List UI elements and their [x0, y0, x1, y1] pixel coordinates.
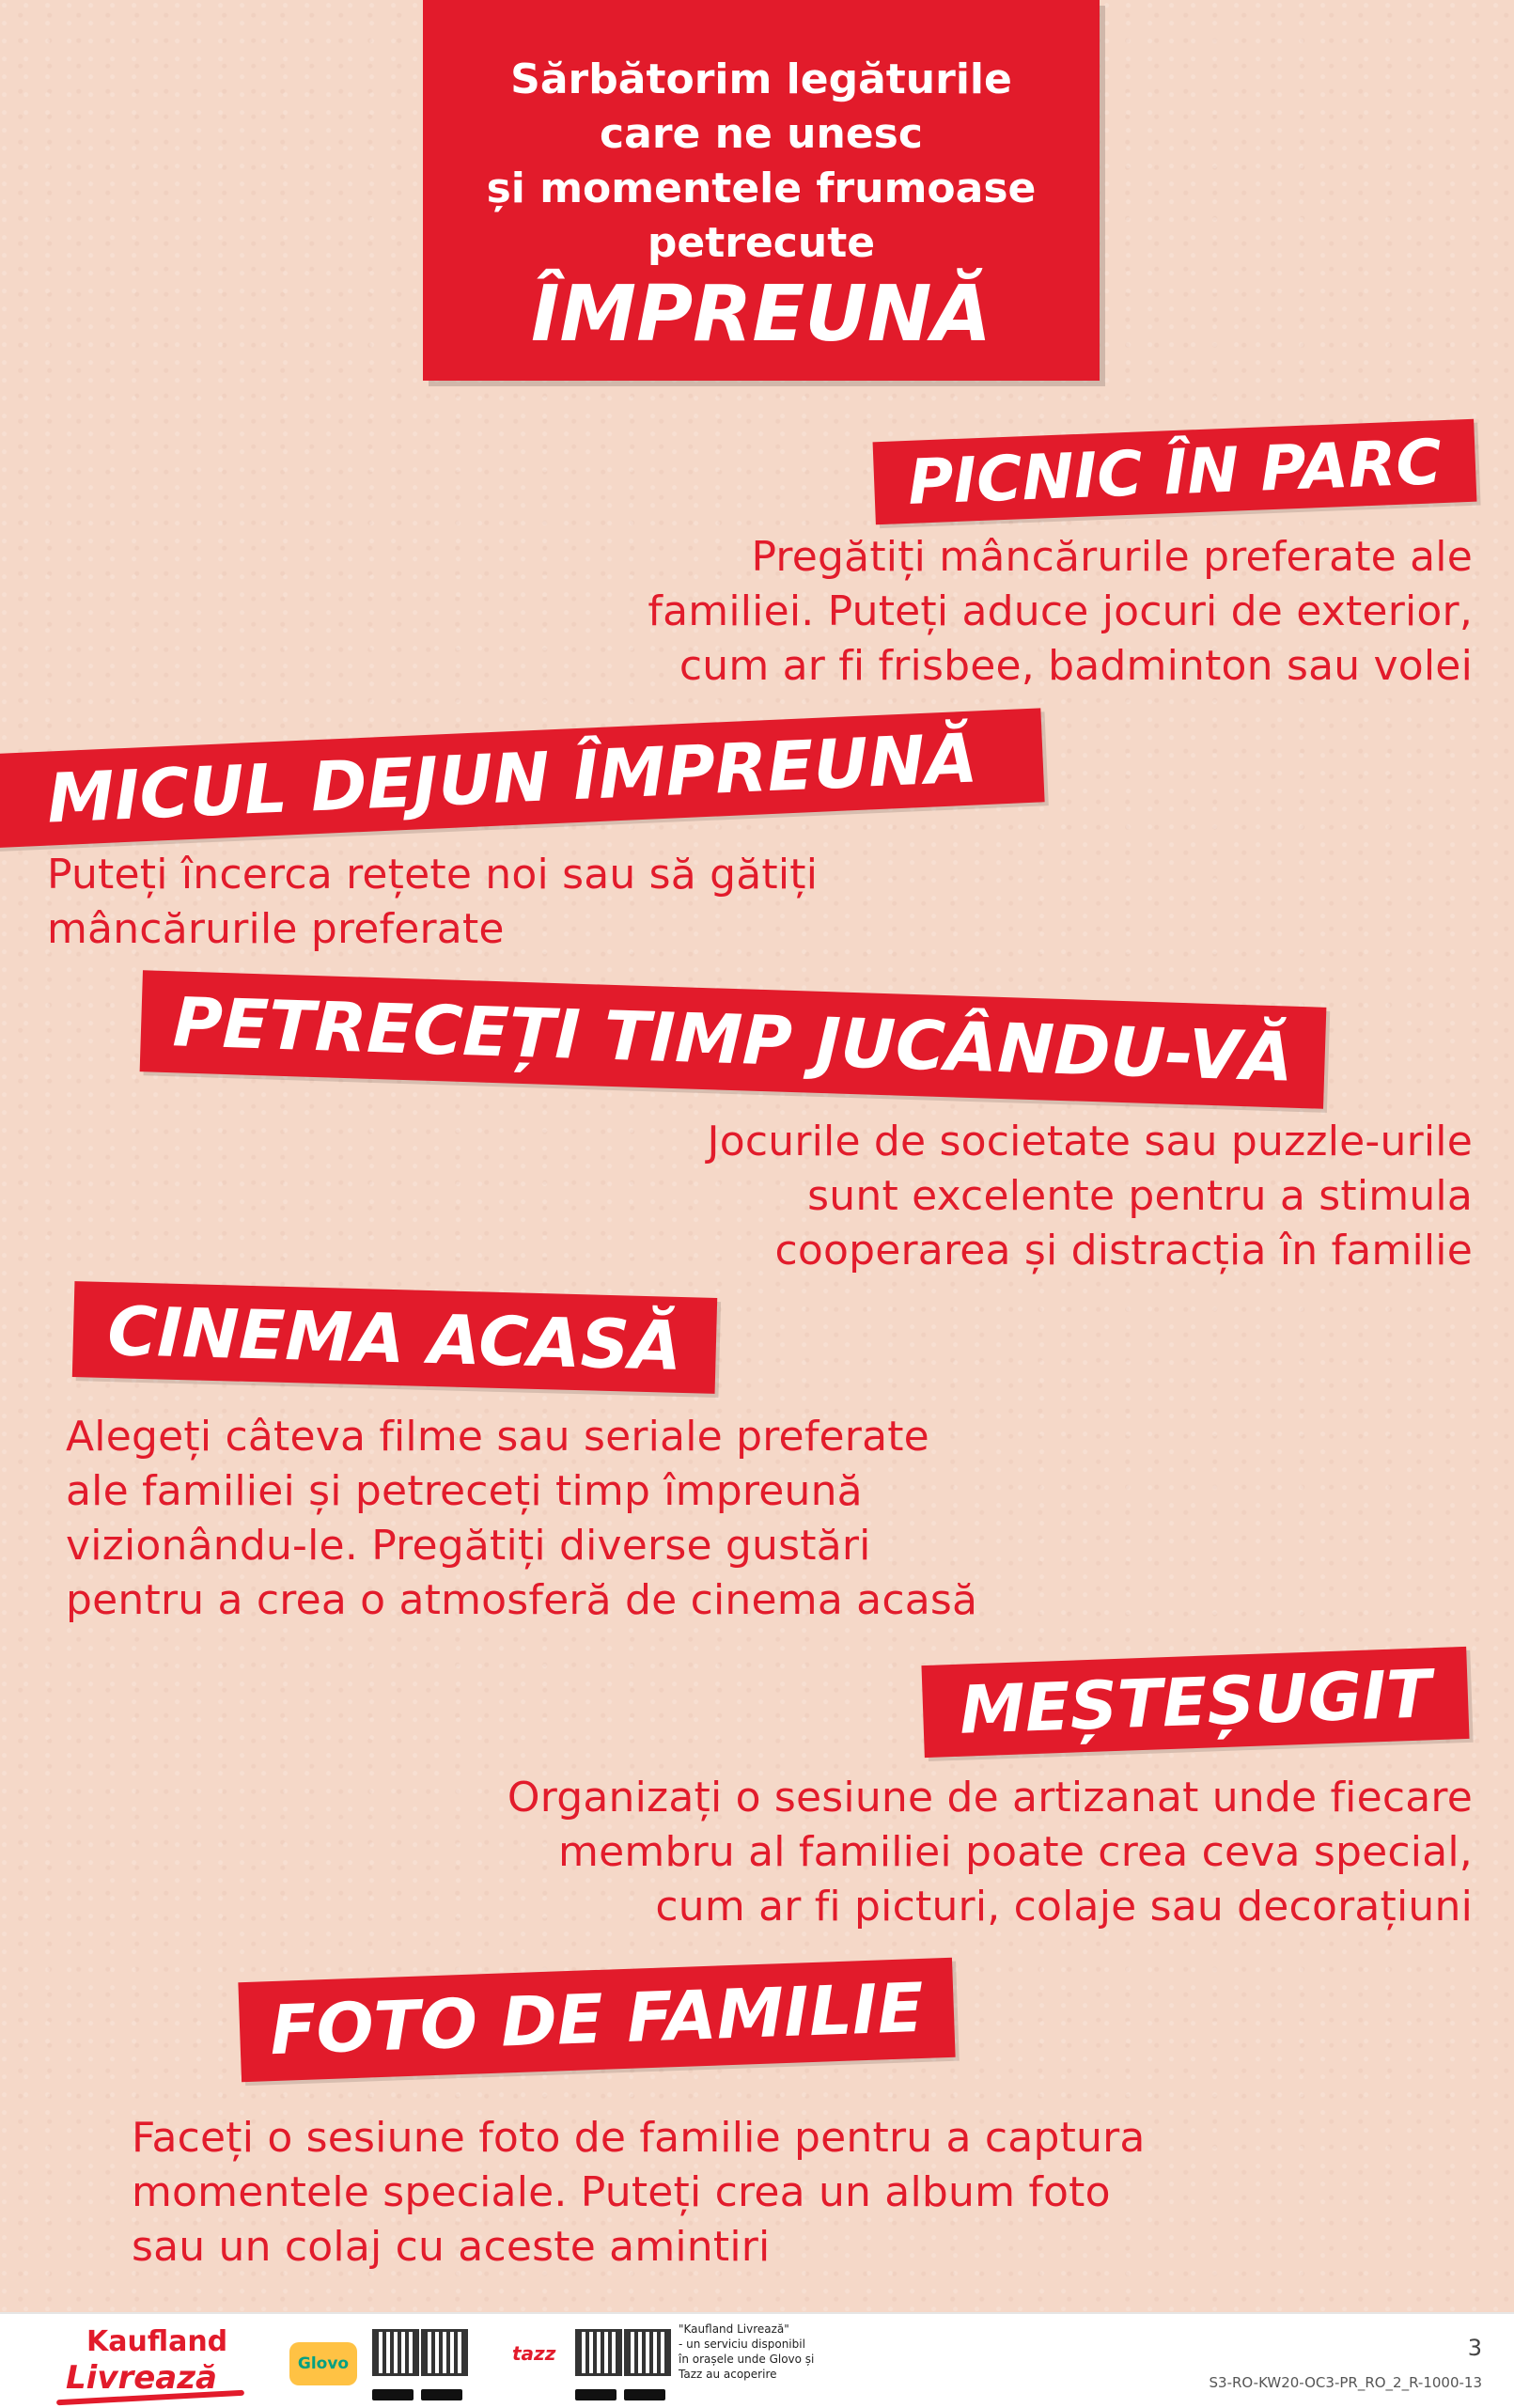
banner-mestesugit: [921, 1647, 1469, 1758]
banner-joc-label: PETRECEȚI TIMP JUCÂNDU-VĂ: [171, 982, 1295, 1097]
app-store-badge-icon[interactable]: [421, 2389, 462, 2400]
text-mestesugit: Organizați o sesiune de artizanat unde fiecare membru al familiei poate crea ceva special, cum ar fi picturi, colaje sau decorațiuni: [507, 1774, 1473, 1931]
text-joc: Jocurile de societate sau puzzle-urile sunt excelente pentru a stimula cooperarea și distracția în familie: [707, 1118, 1473, 1274]
document-code: S3-RO-KW20-OC3-PR_RO_2_R-1000-13: [1209, 2374, 1482, 2391]
qr-code-icon[interactable]: [624, 2329, 671, 2376]
app-store-badge-icon[interactable]: [624, 2389, 665, 2400]
text-foto: Faceți o sesiune foto de familie pentru a captura momentele speciale. Puteți crea un album foto sau un colaj cu aceste amintiri: [132, 2114, 1146, 2271]
banner-cinema: [72, 1281, 717, 1394]
footer: [0, 2312, 1514, 2408]
text-picnic: Pregătiți mâncărurile preferate ale familiei. Puteți aduce jocuri de exterior, cum ar fi frisbee, badminton sau volei: [648, 533, 1473, 690]
google-play-badge-icon[interactable]: [372, 2389, 414, 2400]
livreaza-logo-text: Livrează: [66, 2359, 217, 2397]
qr-code-icon[interactable]: [575, 2329, 622, 2376]
text-cinema: Alegeți câteva filme sau seriale preferate ale familiei și petreceți timp împreună vizionându-le. Pregătiți diverse gustări pentru a crea o atmosferă de cinema acasă: [66, 1413, 978, 1624]
page-number: 3: [1467, 2335, 1482, 2361]
tazz-logo: tazz: [512, 2342, 556, 2365]
hero-box: [423, 0, 1100, 381]
banner-mestesugit-label: MEȘTEȘUGIT: [958, 1655, 1433, 1749]
glovo-logo: Glovo: [289, 2342, 357, 2385]
banner-cinema-label: CINEMA ACASĂ: [106, 1291, 683, 1385]
hero-text: Sărbătorim legăturile care ne unesc și momentele frumoase petrecute: [486, 55, 1037, 267]
google-play-badge-icon[interactable]: [575, 2389, 617, 2400]
hero-title: ÎMPREUNĂ: [530, 270, 992, 359]
kaufland-logo-text: Kaufland: [86, 2325, 228, 2358]
qr-code-icon[interactable]: [421, 2329, 468, 2376]
qr-code-icon[interactable]: [372, 2329, 419, 2376]
banner-micul-dejun-label: MICUL DEJUN ÎMPREUNĂ: [45, 718, 979, 838]
banner-picnic-label: PICNIC ÎN PARC: [906, 426, 1444, 519]
service-note: "Kaufland Livrează" - un serviciu disponibil în orașele unde Glovo și Tazz au acoperire: [679, 2322, 815, 2381]
banner-foto-label: FOTO DE FAMILIE: [268, 1967, 926, 2071]
text-micul-dejun: Puteți încerca rețete noi sau să gătiți mâncărurile preferate: [47, 851, 819, 953]
